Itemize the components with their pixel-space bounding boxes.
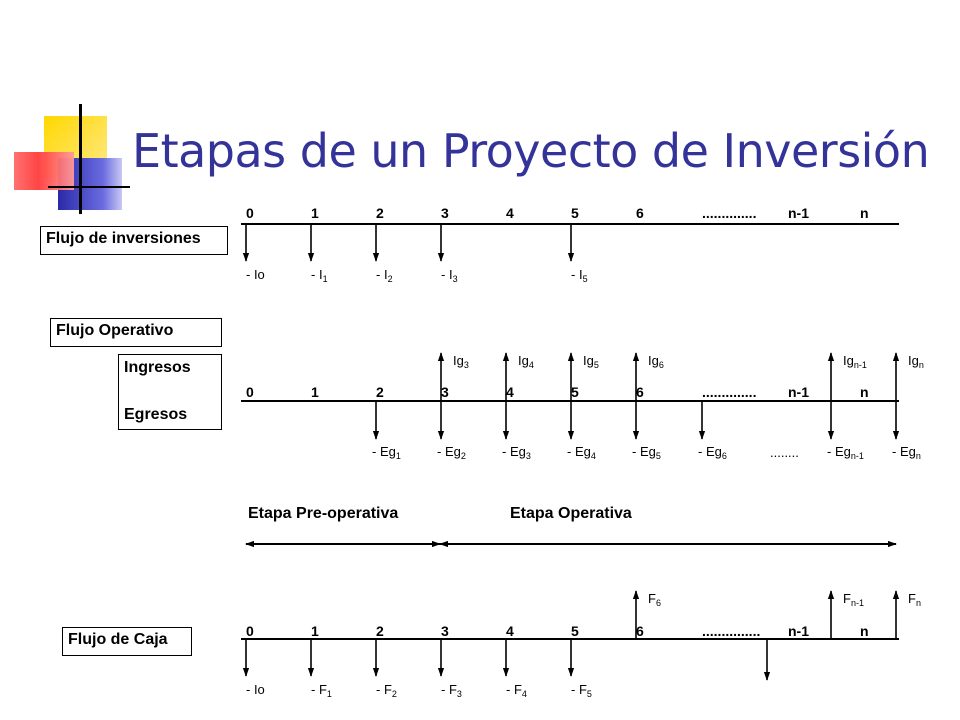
caja-down-label-main: - F bbox=[571, 682, 587, 697]
operativo-up-label-main: Ig bbox=[843, 353, 854, 368]
caja-up-label-subscript: n-1 bbox=[850, 598, 864, 608]
inversiones-tick-label: 5 bbox=[571, 205, 579, 221]
caja-tick-label: 6 bbox=[636, 623, 644, 639]
operativo-up-label-subscript: 3 bbox=[463, 360, 469, 370]
caja-down-label-subscript: 3 bbox=[456, 689, 462, 699]
operativo-tick-label: 6 bbox=[636, 384, 644, 400]
operativo-down-label-main: - Eg bbox=[632, 444, 656, 459]
operativo-up-label bbox=[453, 353, 469, 370]
caja-down-label-main: - F bbox=[311, 682, 327, 697]
caja-down-label-main: - Io bbox=[246, 682, 265, 697]
caja-tick-label: 0 bbox=[246, 623, 254, 639]
operativo-down-label-main: - Eg bbox=[892, 444, 916, 459]
operativo-down-label bbox=[698, 444, 727, 461]
operativo-down-label-main: - Eg bbox=[372, 444, 396, 459]
caja-tick-label: 3 bbox=[441, 623, 449, 639]
caja-down-label-main: - F bbox=[506, 682, 522, 697]
caja-down-label bbox=[376, 682, 397, 699]
caja-tick-label: 1 bbox=[311, 623, 319, 639]
operativo-tick-label: n bbox=[860, 384, 869, 400]
caja-down-label bbox=[311, 682, 332, 699]
operativo-tick-label: 0 bbox=[246, 384, 254, 400]
caja-down-label-main: - F bbox=[441, 682, 457, 697]
operativo-down-label bbox=[892, 444, 921, 461]
flujo-inversiones-label: Flujo de inversiones bbox=[46, 230, 201, 247]
operativo-up-label-main: Ig bbox=[453, 353, 464, 368]
inversiones-tick-label: 3 bbox=[441, 205, 449, 221]
flujo-operativo-label: Flujo Operativo bbox=[56, 322, 174, 339]
caja-up-label bbox=[908, 591, 921, 608]
inversiones-down-label-main: - Io bbox=[246, 267, 265, 282]
operativo-down-label-subscript: 6 bbox=[721, 451, 727, 461]
caja-up-label-main: F bbox=[843, 591, 851, 606]
inversiones-down-label-subscript: 2 bbox=[387, 274, 393, 284]
inversiones-tick-label: n-1 bbox=[788, 205, 809, 221]
operativo-tick-label: 4 bbox=[506, 384, 514, 400]
inversiones-down-label bbox=[441, 267, 458, 284]
operativo-down-label-subscript: n bbox=[915, 451, 921, 461]
operativo-up-label-main: Ig bbox=[908, 353, 919, 368]
operativo-down-label-main: - Eg bbox=[827, 444, 851, 459]
etapa-pre-operativa-label: Etapa Pre-operativa bbox=[248, 505, 399, 522]
caja-tick-label: n bbox=[860, 623, 869, 639]
caja-tick-label: n-1 bbox=[788, 623, 809, 639]
inversiones-down-label bbox=[571, 267, 588, 284]
operativo-down-label-main: - Eg bbox=[698, 444, 722, 459]
etapa-operativa-label: Etapa Operativa bbox=[510, 505, 632, 522]
inversiones-down-label-subscript: 3 bbox=[452, 274, 458, 284]
caja-tick-label: ............... bbox=[702, 623, 761, 639]
ingresos-label: Ingresos bbox=[124, 359, 191, 376]
operativo-down-label-subscript: n-1 bbox=[850, 451, 864, 461]
caja-up-label bbox=[648, 591, 661, 608]
inversiones-tick-label: 0 bbox=[246, 205, 254, 221]
operativo-down-label-subscript: 4 bbox=[590, 451, 596, 461]
inversiones-tick-label: n bbox=[860, 205, 869, 221]
inversiones-down-label bbox=[246, 267, 265, 282]
operativo-up-label bbox=[843, 353, 867, 370]
timeline-caja bbox=[241, 591, 921, 699]
inversiones-down-label-main: - I bbox=[441, 267, 453, 282]
caja-down-label-subscript: 4 bbox=[521, 689, 527, 699]
inversiones-down-label bbox=[376, 267, 393, 284]
caja-down-label bbox=[571, 682, 592, 699]
operativo-up-label-main: Ig bbox=[583, 353, 594, 368]
inversiones-down-label-subscript: 5 bbox=[582, 274, 588, 284]
operativo-up-label bbox=[648, 353, 664, 370]
inversiones-tick-label: 2 bbox=[376, 205, 384, 221]
operativo-down-label-subscript: 5 bbox=[655, 451, 661, 461]
operativo-up-label bbox=[518, 353, 534, 370]
operativo-down-label-subscript: 2 bbox=[460, 451, 466, 461]
operativo-up-label-subscript: 5 bbox=[593, 360, 599, 370]
inversiones-down-label-subscript: 1 bbox=[322, 274, 328, 284]
caja-down-label-main: - F bbox=[376, 682, 392, 697]
operativo-up-label-subscript: 4 bbox=[528, 360, 534, 370]
operativo-up-label bbox=[908, 353, 924, 370]
caja-up-label-main: F bbox=[648, 591, 656, 606]
operativo-tick-label: 1 bbox=[311, 384, 319, 400]
operativo-down-label bbox=[827, 444, 864, 461]
caja-up-label-main: F bbox=[908, 591, 916, 606]
inversiones-down-label-main: - I bbox=[376, 267, 388, 282]
caja-down-label-subscript: 1 bbox=[326, 689, 332, 699]
operativo-tick-label: n-1 bbox=[788, 384, 809, 400]
flujo-caja-label: Flujo de Caja bbox=[68, 631, 168, 648]
slide-title: Etapas de un Proyecto de Inversión bbox=[132, 124, 930, 178]
inversiones-tick-label: 6 bbox=[636, 205, 644, 221]
caja-down-label bbox=[506, 682, 527, 699]
inversiones-tick-label: 4 bbox=[506, 205, 514, 221]
caja-down-label bbox=[246, 682, 265, 697]
caja-up-label bbox=[843, 591, 864, 608]
inversiones-tick-label: .............. bbox=[702, 205, 757, 221]
caja-tick-label: 4 bbox=[506, 623, 514, 639]
operativo-tick-label: .............. bbox=[702, 384, 757, 400]
operativo-down-label-subscript: 1 bbox=[395, 451, 401, 461]
operativo-down-label-main: - Eg bbox=[567, 444, 591, 459]
caja-up-label-subscript: n bbox=[915, 598, 921, 608]
operativo-up-label-subscript: n bbox=[918, 360, 924, 370]
operativo-down-label-main: - Eg bbox=[502, 444, 526, 459]
operativo-tick-label: 3 bbox=[441, 384, 449, 400]
etapas-arrows bbox=[246, 505, 896, 544]
inversiones-down-label bbox=[311, 267, 328, 284]
operativo-down-label bbox=[502, 444, 531, 461]
operativo-up-label bbox=[583, 353, 599, 370]
operativo-up-label-subscript: 6 bbox=[658, 360, 664, 370]
inversiones-down-label-main: - I bbox=[311, 267, 323, 282]
caja-up-label-subscript: 6 bbox=[655, 598, 661, 608]
operativo-tick-label: 2 bbox=[376, 384, 384, 400]
operativo-down-label bbox=[632, 444, 661, 461]
operativo-up-label-subscript: n-1 bbox=[853, 360, 867, 370]
caja-tick-label: 2 bbox=[376, 623, 384, 639]
caja-tick-label: 5 bbox=[571, 623, 579, 639]
operativo-up-label-main: Ig bbox=[648, 353, 659, 368]
operativo-down-label bbox=[437, 444, 466, 461]
operativo-tick-label: 5 bbox=[571, 384, 579, 400]
operativo-down-label-subscript: 3 bbox=[525, 451, 531, 461]
caja-down-label bbox=[441, 682, 462, 699]
operativo-down-label-main: - Eg bbox=[437, 444, 461, 459]
inversiones-down-label-main: - I bbox=[571, 267, 583, 282]
operativo-down-label bbox=[567, 444, 596, 461]
operativo-up-label-main: Ig bbox=[518, 353, 529, 368]
inversiones-tick-label: 1 bbox=[311, 205, 319, 221]
operativo-dots: ........ bbox=[770, 445, 799, 460]
egresos-label: Egresos bbox=[124, 406, 188, 423]
caja-down-label-subscript: 2 bbox=[391, 689, 397, 699]
timeline-inversiones bbox=[241, 205, 899, 284]
operativo-down-label bbox=[372, 444, 401, 461]
caja-down-label-subscript: 5 bbox=[586, 689, 592, 699]
timeline-operativo bbox=[241, 353, 924, 461]
